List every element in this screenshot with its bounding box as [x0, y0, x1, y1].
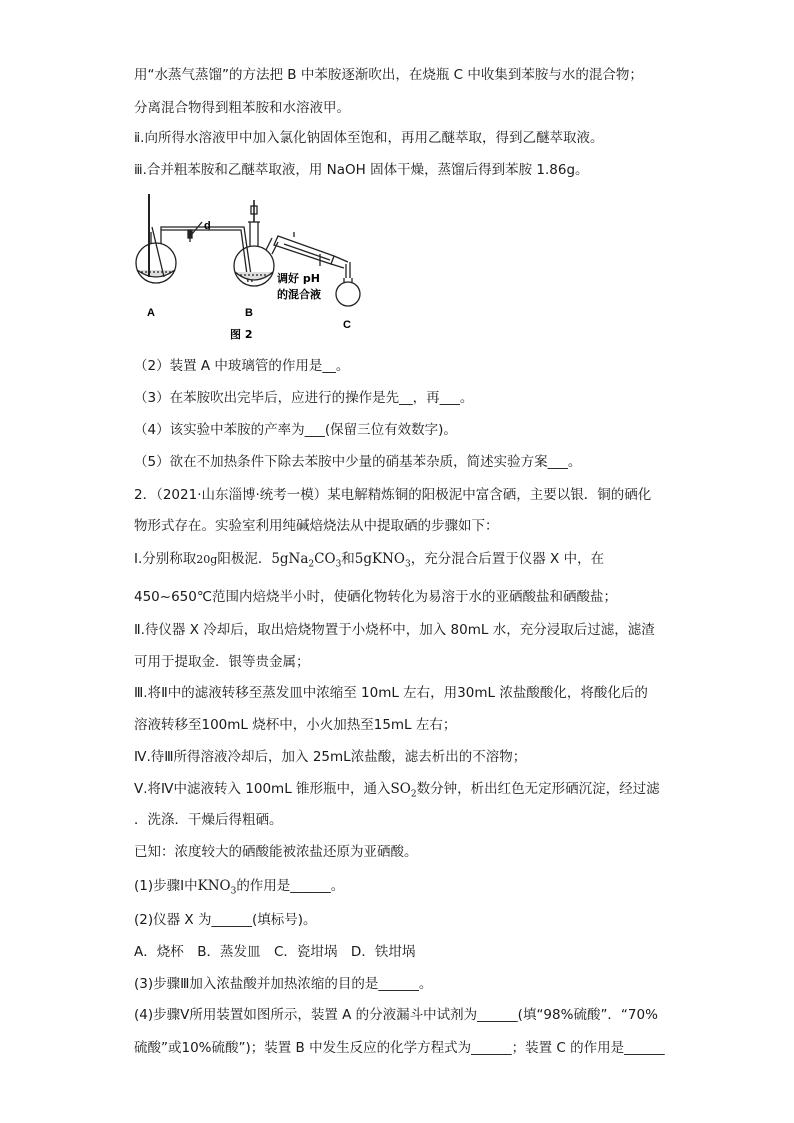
step-3-line1: Ⅲ.将Ⅱ中的滤液转移至蒸发皿中浓缩至 10mL 左右，用30mL 浓盐酸酸化，将酸化后的 [134, 685, 648, 701]
sub-question-4-line2: 硫酸”或10%硫酸”)；装置 B 中发生反应的化学方程式为______；装置 C 的作用是______ [134, 1040, 665, 1056]
label-b: B [245, 307, 253, 319]
chem-mass: 20g [196, 553, 218, 566]
text-line: 分离混合物得到粗苯胺和水溶液甲。 [134, 100, 350, 116]
sub-question-3: (3)步骤Ⅲ加入浓盐酸并加热浓缩的目的是______。 [134, 976, 433, 992]
apparatus-figure [134, 192, 394, 342]
text-span: Ⅴ.将Ⅳ中滤液转入 100mL 锥形瓶中，通入 [134, 781, 391, 797]
text-span: 和 [341, 551, 355, 567]
text-span: 阳极泥． [217, 551, 272, 567]
text-line: 物形式存在。实验室利用纯碱焙烧法从中提取硒的步骤如下： [134, 518, 499, 534]
label-d: d [204, 220, 211, 232]
label-a: A [147, 307, 155, 319]
step-3-line2: 溶液转移至100mL 烧杯中，小火加热至15mL 左右； [134, 717, 457, 733]
mixture-note-line1: 调好 pH [277, 272, 320, 285]
step-5-line1 [134, 780, 660, 804]
sub-question-2: (2)仪器 X 为______(填标号)。 [134, 912, 317, 928]
text-line: ⅱ.向所得水溶液甲中加入氯化钠固体至饱和，再用乙醚萃取，得到乙醚萃取液。 [134, 130, 604, 146]
text-span: (1)步骤Ⅰ中 [134, 878, 198, 894]
text-span: ，充分混合后置于仪器 X 中，在 [410, 551, 605, 567]
chem-formula: CO [314, 551, 336, 567]
step-5-line2: ．洗涤．干燥后得粗硒。 [134, 812, 283, 828]
problem-2-intro: 2．（2021·山东淄博·统考一模）某电解精炼铜的阳极泥中富含硒，主要以银．铜的硒化 [134, 487, 652, 503]
step-2-line1: Ⅱ.待仪器 X 冷却后，取出焙烧物置于小烧杯中，加入 80mL 水，充分浸取后过滤，滤渣 [134, 622, 655, 638]
subscript: 2 [308, 559, 315, 570]
sub-question-4-line1: (4)步骤Ⅴ所用装置如图所示，装置 A 的分液漏斗中试剂为______(填“98%硫酸”．“70% [134, 1007, 658, 1023]
chem-formula: 5gNa [271, 551, 309, 567]
subscript: 3 [335, 559, 342, 570]
sub-question-1 [134, 877, 344, 901]
label-c: C [343, 319, 351, 331]
step-1-line2: 450~650℃范围内焙烧半小时，使硒化物转化为易溶于水的亚硒酸盐和硒酸盐； [134, 589, 618, 605]
sub-question-2-options: A．烧杯 B．蒸发皿 C．瓷坩埚 D．铁坩埚 [134, 944, 416, 960]
chem-formula: KNO [197, 878, 231, 894]
question-4: （4）该实验中苯胺的产率为___(保留三位有效数字)。 [134, 422, 457, 438]
chem-formula: SO [390, 781, 411, 797]
figure-caption: 图 2 [230, 328, 253, 341]
text-span: Ⅰ.分别称取 [134, 551, 197, 567]
text-span: 的作用是______。 [236, 878, 345, 894]
question-2: （2）装置 A 中玻璃管的作用是__。 [134, 358, 350, 374]
flask-c [336, 282, 360, 306]
text-line: ⅲ.合并粗苯胺和乙醚萃取液，用 NaOH 固体干燥，蒸馏后得到苯胺 1.86g。 [134, 162, 589, 178]
subscript: 3 [230, 886, 237, 897]
subscript: 3 [405, 559, 411, 570]
distillation-apparatus-diagram [134, 192, 394, 342]
known-note: 已知：浓度较大的硒酸能被浓盐还原为亚硒酸。 [134, 844, 418, 860]
question-3: （3）在苯胺吹出完毕后，应进行的操作是先__，再___。 [134, 390, 474, 406]
step-1-line1 [134, 550, 604, 574]
step-2-line2: 可用于提取金．银等贵金属； [134, 654, 310, 670]
mixture-note-line2: 的混合液 [277, 288, 321, 301]
chem-formula: 5gKNO [354, 551, 405, 567]
subscript: 2 [410, 789, 417, 800]
text-line: 用“水蒸气蒸馏”的方法把 B 中苯胺逐渐吹出，在烧瓶 C 中收集到苯胺与水的混合物； [134, 67, 643, 83]
text-span: 数分钟，析出红色无定形硒沉淀，经过滤 [416, 781, 660, 797]
question-5: （5）欲在不加热条件下除去苯胺中少量的硝基苯杂质，简述实验方案___。 [134, 454, 582, 470]
step-4: Ⅳ.待Ⅲ所得溶液冷却后，加入 25mL浓盐酸，滤去析出的不溶物； [134, 749, 527, 765]
